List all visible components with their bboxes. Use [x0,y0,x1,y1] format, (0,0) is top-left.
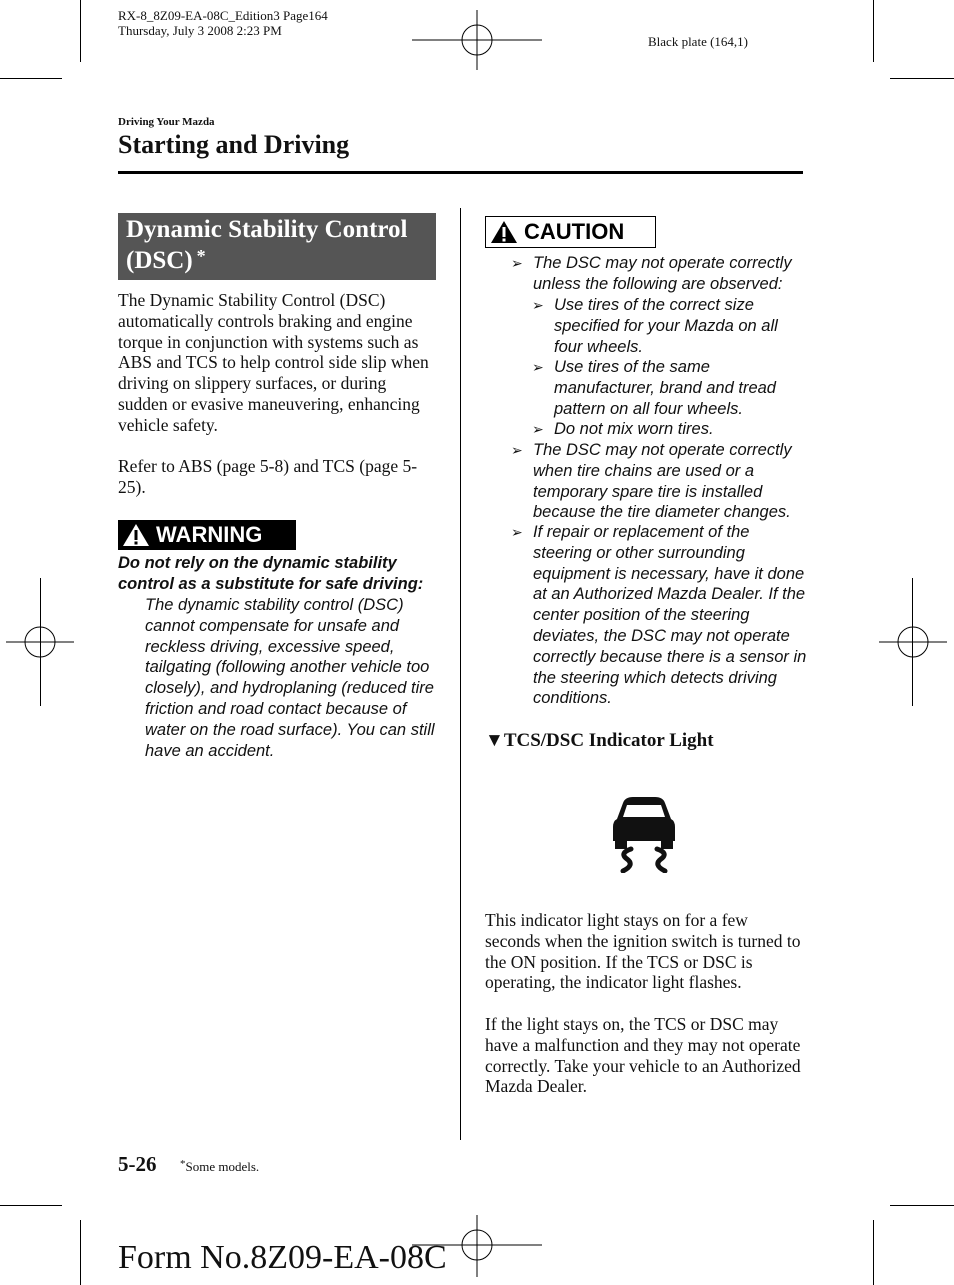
bullet-icon: ➢ [532,359,544,375]
section-title: Starting and Driving [118,130,350,159]
caution-item-1c [532,419,804,440]
tcs-dsc-indicator-icon [609,795,679,873]
warning-triangle-icon [122,522,150,548]
section-label: Driving Your Mazda [118,116,215,128]
bullet-icon: ➢ [511,442,523,458]
caution-item-2 [511,440,808,523]
print-info [118,8,328,38]
dsc-reference: Refer to ABS (page 5-8) and TCS (page 5-25). [118,456,418,497]
caution-item-2-text: The DSC may not operate correctly when tire chains are used or a temporary spare tire is installed because the tire diameter changes. [533,441,792,522]
caution-item-1a [532,295,804,357]
footnote [180,1158,259,1175]
caution-triangle-icon [490,219,518,245]
bullet-icon: ➢ [511,524,523,540]
dsc-title-line1: Dynamic Stability Control [126,216,408,243]
header-rule [118,171,803,174]
caution-item-3 [511,522,808,709]
indicator-heading-text: TCS/DSC Indicator Light [503,730,714,751]
dsc-title-box [118,213,436,280]
caution-label [485,216,656,248]
triangle-down-icon: ▼ [485,730,504,751]
plate-label: Black plate (164,1) [648,34,748,49]
registration-mark-icon [879,612,947,672]
warning-label [118,520,296,550]
bullet-icon: ➢ [532,297,544,313]
indicator-malfunction: If the light stays on, the TCS or DSC may have a malfunction and they may not operate correctly. Take your vehicle to an Authorized Mazda Dealer. [485,1014,801,1097]
some-models-star: * [196,246,206,266]
registration-mark-icon [412,10,542,70]
caution-item-3-text: If repair or replacement of the steering or other surrounding equipment is necessary, have it done at an Authorized Mazda Dealer. If the center position of the steering deviates, the DSC may not operate correctly because there is a sensor in the steering which detects driving conditions. [533,523,807,708]
indicator-heading [485,730,714,752]
indicator-description: This indicator light stays on for a few seconds when the ignition switch is turned to the ON position. If the TCS or DSC is operating, the indicator light flashes. [485,910,801,993]
warning-heading: Do not rely on the dynamic stability control as a substitute for safe driving: [118,554,424,593]
dsc-description: The Dynamic Stability Control (DSC) automatically controls braking and engine torque in conjunction with systems such as ABS and TCS to help control side slip when driving on slippery surfaces, or during sudden or evasive maneuvering, enhancing vehicle safety. [118,290,429,435]
caution-item-1-text: The DSC may not operate correctly unless the following are observed: [533,254,792,293]
warning-body: The dynamic stability control (DSC) cannot compensate for unsafe and reckless driving, excessive speed, tailgating (following another vehicle too closely), and hydroplaning (reduced tire friction and road contact because of water on the road surface). You can still have an accident. [145,596,435,760]
bullet-icon: ➢ [511,255,523,271]
print-info-line1: RX-8_8Z09-EA-08C_Edition3 Page164 [118,8,328,23]
dsc-title-line2: (DSC) [126,247,193,274]
caution-item-1b-text: Use tires of the same manufacturer, brand and tread pattern on all four wheels. [554,358,776,418]
caution-text: CAUTION [524,219,625,244]
footnote-star: * [180,1158,186,1170]
footnote-text: Some models. [185,1159,260,1174]
caution-item-1c-text: Do not mix worn tires. [554,420,714,438]
registration-mark-icon [6,612,74,672]
column-divider [460,208,461,1140]
caution-item-1 [511,253,808,295]
form-number: Form No.8Z09-EA-08C [118,1239,447,1276]
page-number: 5-26 [118,1152,157,1176]
caution-item-1b [532,357,804,419]
bullet-icon: ➢ [532,421,544,437]
warning-text: WARNING [156,522,263,547]
print-info-line2: Thursday, July 3 2008 2:23 PM [118,23,282,38]
caution-item-1a-text: Use tires of the correct size specified for your Mazda on all four wheels. [554,296,778,356]
